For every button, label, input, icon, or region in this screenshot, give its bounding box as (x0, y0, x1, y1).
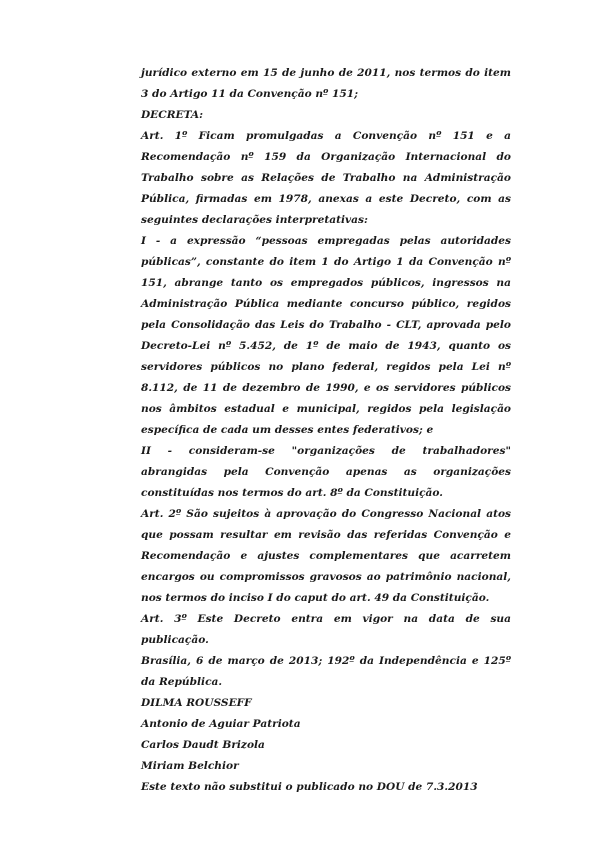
publication-note: Este texto não substitui o publicado no DOU de 7.3.2013 (141, 781, 478, 793)
article-3: Art. 3º Este Decreto entra em vigor na data de sua publicação. (141, 613, 511, 646)
signatory-president: DILMA ROUSSEFF (141, 697, 252, 709)
article-2: Art. 2º São sujeitos à aprovação do Congresso Nacional atos que possam resultar em revisão das referidas Convenção e Recomendação e ajustes complementares que acarretem encargos ou compromissos gravosos ao patrimônio nacional, nos termos do inciso I do caput do art. 49 da Constituição. (141, 508, 511, 604)
clause-ii: II - consideram-se "organizações de trabalhadores" abrangidas pela Convenção apenas as organizações constituídas nos termos do art. 8º da Constituição. (141, 445, 511, 499)
article-1: Art. 1º Ficam promulgadas a Convenção nº 151 e a Recomendação nº 159 da Organização Internacional do Trabalho sobre as Relações de Trabalho na Administração Pública, firmadas em 1978, anexas a este Decreto, com as seguintes declarações interpretativas: (141, 130, 511, 226)
paragraph-continuation: jurídico externo em 15 de junho de 2011, nos termos do item 3 do Artigo 11 da Convenção nº 151; (141, 67, 511, 100)
clause-i: I - a expressão “pessoas empregadas pelas autoridades públicas”, constante do item 1 do Artigo 1 da Convenção nº 151, abrange tanto os empregados públicos, ingressos na Administração Pública mediante concurso público, regidos pela Consolidação das Leis do Trabalho - CLT, aprovada pelo Decreto-Lei nº 5.452, de 1º de maio de 1943, quanto os servidores públicos no plano federal, regidos pela Lei nº 8.112, de 11 de dezembro de 1990, e os servidores públicos nos âmbitos estadual e municipal, regidos pela legislação específica de cada um desses entes federativos; e (141, 235, 511, 436)
date-place: Brasília, 6 de março de 2013; 192º da Independência e 125º da República. (141, 655, 511, 688)
decree-heading: DECRETA: (141, 109, 204, 121)
signatory-minister-1: Antonio de Aguiar Patriota (141, 718, 301, 730)
signatory-minister-2: Carlos Daudt Brizola (141, 739, 265, 751)
signatory-minister-3: Miriam Belchior (141, 760, 239, 772)
document-body (141, 63, 511, 798)
